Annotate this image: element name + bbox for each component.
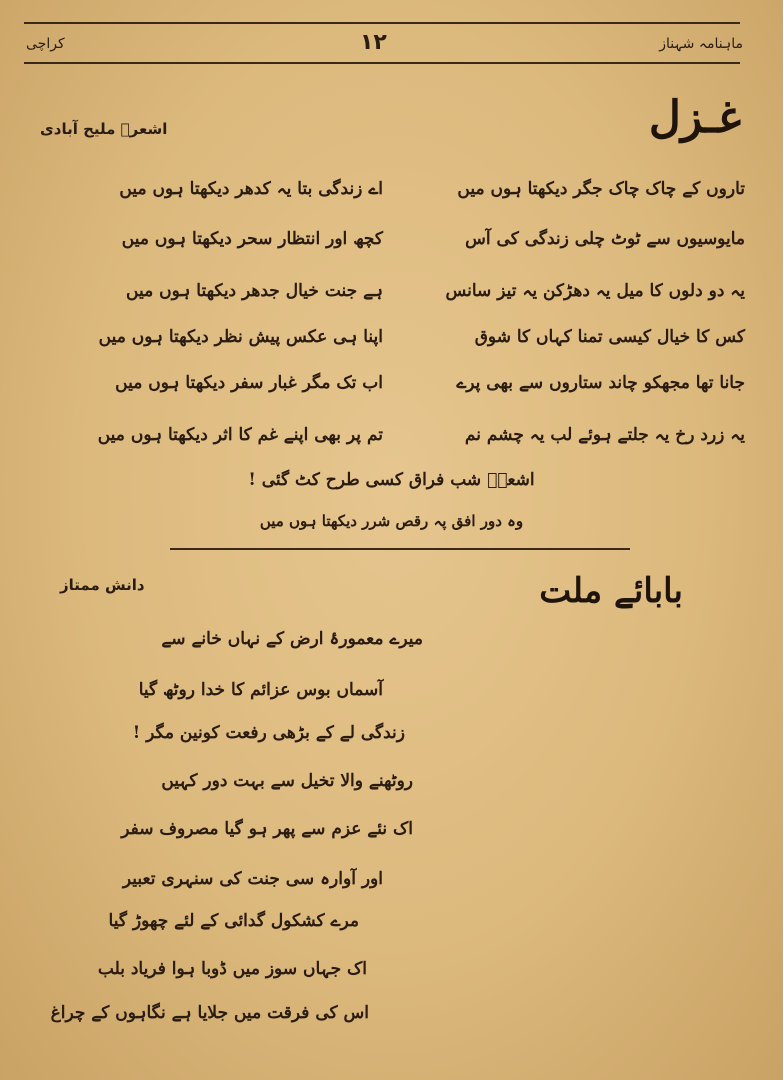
page-number: ۱۲ — [360, 30, 387, 55]
nazm-line: مرے کشکول گدائی کے لئے چھوڑ گیا — [108, 911, 359, 931]
nazm-line: اس کی فرقت میں جلایا ہے نگاہوں کے چراغ — [50, 1003, 369, 1023]
ghazal-line: کس کا خیال کیسی تمنا کہاں کا شوق — [474, 327, 745, 347]
nazm-title: بابائے ملت — [539, 571, 683, 611]
ghazal-title: غـزل — [648, 92, 741, 143]
nazm-line: زندگی لے کے بڑھی رفعت کونین مگر ! — [132, 723, 405, 743]
section-divider — [170, 548, 630, 550]
magazine-name: ماہنامہ شہناز — [659, 36, 743, 52]
ghazal-line: اپنا ہی عکس پیش نظر دیکھتا ہوں میں — [98, 327, 383, 347]
nazm-line: روٹھنے والا تخیل سے بہت دور کہیں — [161, 771, 413, 791]
nazm-line: اک جہاں سوز میں ڈوبا ہوا فریاد بلب — [97, 959, 367, 979]
nazm-line: میرے معمورۂ ارض کے نہاں خانے سے — [161, 629, 423, 649]
header-bottom-rule — [24, 62, 740, 64]
ghazal-line: یہ دو دلوں کا میل یہ دھڑکن یہ تیز سانس — [445, 281, 745, 301]
ghazal-line: جانا تھا مجھکو چاند ستاروں سے بھی پرے — [456, 373, 745, 393]
ghazal-author: اشعرؔ ملیح آبادی — [40, 120, 168, 138]
ghazal-line: ہے جنت خیال جدھر دیکھتا ہوں میں — [126, 281, 383, 301]
ghazal-closing-line: اشعرؔ شب فراق کسی طرح کٹ گئی ! — [248, 470, 535, 490]
nazm-line: اور آوارہ سی جنت کی سنہری تعبیر — [122, 869, 383, 889]
nazm-author: دانش ممتاز — [60, 576, 145, 594]
ghazal-line: کچھ اور انتظار سحر دیکھتا ہوں میں — [121, 229, 383, 249]
ghazal-closing-line: وہ دور افق پہ رقص شرر دیکھتا ہوں میں — [259, 512, 524, 530]
ghazal-line: اب تک مگر غبار سفر دیکھتا ہوں میں — [115, 373, 383, 393]
header-top-rule — [24, 22, 740, 24]
ghazal-line: مایوسیوں سے ٹوٹ چلی زندگی کی آس — [465, 229, 745, 249]
city-name: کراچی — [26, 36, 65, 52]
ghazal-line: تاروں کے چاک چاک جگر دیکھتا ہوں میں — [457, 179, 745, 199]
ghazal-line: اے زندگی بتا یہ کدھر دیکھتا ہوں میں — [119, 179, 383, 199]
ghazal-line: یہ زرد رخ یہ جلتے ہوئے لب یہ چشم نم — [464, 425, 745, 445]
nazm-line: آسماں بوس عزائم کا خدا روٹھ گیا — [138, 680, 383, 700]
ghazal-line: تم پر بھی اپنے غم کا اثر دیکھتا ہوں میں — [97, 425, 383, 445]
nazm-line: اک نئے عزم سے پھر ہو گیا مصروف سفر — [121, 819, 413, 839]
